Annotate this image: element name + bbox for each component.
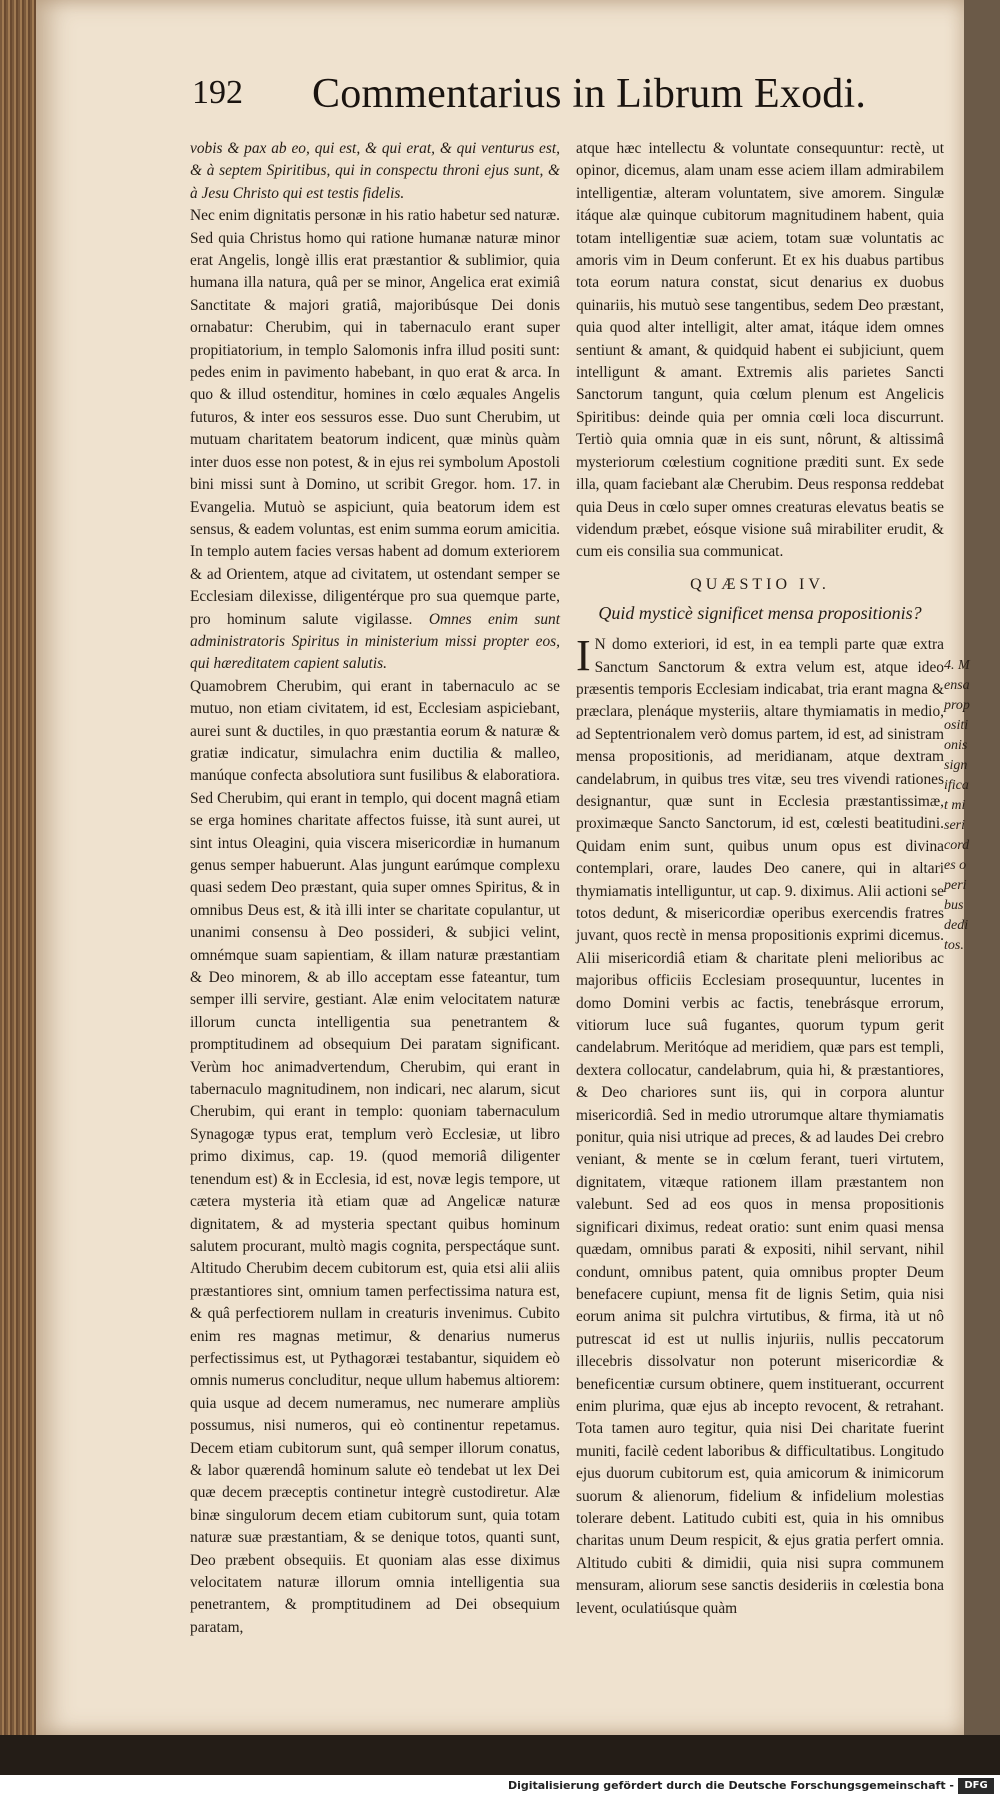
footer-bar xyxy=(0,1775,1000,1799)
paragraph-text: N domo exteriori, id est, in ea templi parte quæ extra Sanctum Sanctorum & extra velum est, atque ideo præsentis temporis Ecclesiam indicabat, tria erant magna & præclara, plenáque mysteriis, altare thymiamatis in medio, ad Septentrionalem verò domus partem, id est, ad sinistram mensa propositionis, ad meridianam, atque dextram candelabrum, in quibus tres vitæ, seu tres vivendi rationes designantur, quæ sunt in Ecclesia præstantissimæ, proximæque Sancto Sanctorum, id est, cœlesti beatitudini. Quidam enim sunt, quibus unum opus est divina contemplari, orare, laudes Deo canere, qui in altari thymiamatis intelliguntur, ut cap. 9. diximus. Alii actioni se totos dedunt, & misericordiæ operibus exercendis fratres juvant, quos rectè in mensa propositionis exprimi dicemus. Alii misericordiâ etiam & charitate pleni melioribus ac majoribus officiis Ecclesiam prosequuntur, lucentes in domo Domini verbis ac factis, tenebrásque errorum, vitiorum luce suâ fugantes, quorum typum gerit candelabrum. Meritóque ad meridiem, quæ pars est templi, dextera collocatur, candelabrum, quia hi, & præstantiores, & Deo chariores sunt iis, qui in corpora aluntur misericordiâ. Sed in medio utrorumque altare thymiamatis ponitur, quia nisi utrique ad preces, & ad laudes Dei crebro veniant, & mente se in cœlum ferant, tueri virtutem, dignitatem, vitæque rationem illam præstantem non valebunt. Sed ad eos quos in mensa propositionis significari diximus, redeat oratio: sunt enim quasi mensa quædam, omnibus parati & expositi, nihil servant, nihil condunt, omnibus patent, quia omnibus propter Deum benefacere cupiunt, mensa fit de lignis Setim, quia nisi eorum anima sit pulchra virtutibus, & firma, ità ut nô putrescat id est ut nullis injuriis, nullis peccatorum illecebris dissolvatur non poterunt misericordiæ & beneficentiæ cursum obtinere, quem instituerant, occurrent enim plurima, quæ ejus ab incepto revocent, & retrahant. Tota tamen auro tegitur, quia nisi Dei charitate fuerint muniti, facilè cedent laboribus & difficultatibus. Longitudo ejus duorum cubitorum est, quia amicorum & inimicorum suorum & alienorum, fidelium & infidelium molestias tolerare debent. Latitudo cubiti est, quia in his omnibus charitas unum Deum respicit, & ejus gratia perfert omnia. Altitudo cubiti & dimidii, quia nisi supra communem mensuram, aliorum sese sanctis desideriis in cœlestia bona levent, oculatiúsque quàm xyxy=(576,636,944,1617)
paragraph xyxy=(190,205,560,676)
drop-cap: I xyxy=(576,631,591,681)
text-column-left xyxy=(190,138,560,1639)
dfg-logo: DFG xyxy=(958,1778,994,1794)
section-title: Quid mysticè significet mensa propositionis? xyxy=(598,603,922,624)
marginal-note: 4. Mensa propositionis significat misericordes operibus deditos. xyxy=(944,658,970,953)
paragraph xyxy=(576,631,944,1620)
footer-credit: Digitalisierung gefördert durch die Deutsche Forschungsgemeinschaft - xyxy=(507,1779,954,1792)
running-title: Commentarius in Librum Exodi. xyxy=(312,71,867,117)
page-number: 192 xyxy=(192,74,243,111)
paragraph: atque hæc intellectu & voluntate consequuntur: rectè, ut opinor, dicemus, alam unam esse aciem illam admirabilem intelligentiæ, alteram voluntatem, sive amorem. Singulæ itáque alæ quinque cubitorum magnitudinem habent, quia totam intelligentiæ suæ aciem, totam suæ voluntatis ac amoris vim in Deum conferunt. Et ex his duabus partibus tota eorum natura constat, sicut denarius ex duobus quinariis, his mutuò sese tangentibus, sedem Deo præstant, quia quod alter intelligit, alter amat, itáque idem omnes sentiunt & amant, & quidquid habent ei subjiciunt, quem intelligunt & amant. Extremis alis parietes Sancti Sanctorum tangunt, quia cœlum plenum est Angelicis Spiritibus: deinde quia per omnia cœli loca discurrunt. Tertiò quia omnia quæ in eis sunt, nôrunt, & altissimâ mysteriorum cœlestium cognitione præditi sunt. Ex sede illa, quam faciebant alæ Cherubim. Deus responsa reddebat quia Deus in cœlo super omnes creaturas elevatus beatis se videndum præbet, eósque visione suâ mirabiliter erudit, & cum eis consilia sua communicat. xyxy=(576,140,944,561)
paragraph: vobis & pax ab eo, qui est, & qui erat, & qui venturus est, & à septem Spiritibus, qui in conspectu throni ejus sunt, & à Jesu Christo qui est testis fidelis. xyxy=(190,140,560,202)
paragraph-text: Nec enim dignitatis personæ in his ratio habetur sed naturæ. Sed quia Christus homo qui ratione humanæ naturæ minor erat Angelis, longè illis erat præstantior & sublimior, quia humana illa natura, quâ per se minor, Angelica erat eximiâ Sanctitate & majori gratiâ, majoribúsque Dei donis ornabatur: Cherubim, qui in tabernaculo erant super propitiatorium, in templo Salomonis infra illud positi sunt: pedes enim in pavimento habebant, in quo erat & arca. In quo & illud ostenditur, homines in cœlo æquales Angelis futuros, & inter eos sessuros esse. Duo sunt Cherubim, ut mutuam charitatem beatorum indicent, quæ minùs quàm inter duos esse non potest, & in ejus rei symbolum Apostoli bini missi sunt à Domino, ut scribit Gregor. hom. 17. in Evangelia. Mutuò se aspiciunt, quia beatorum idem est sensus, & eadem voluntas, est enim summa eorum amicitia. In templo autem facies versas habent ad domum exteriorem & ad Orientem, atque ad civitatem, ut ostendant semper se Ecclesiam dilexisse, diligentérque pro sua quemque parte, pro hominum salute vigilasse. xyxy=(190,207,560,628)
scan-bottom-band xyxy=(0,1735,1000,1775)
paragraph: Quamobrem Cherubim, qui erant in tabernaculo ac se mutuo, non etiam civitatem, id est, Ecclesiam aspiciebant, aurei sunt & ductiles, in quo præstantia eorum & naturæ & gratiæ indicatur, simulachra enim ductilia & malleo, manúque confecta absolutiora sunt fusilibus & elaboratiora. Sed Cherubim, qui erant in templo, qui docent magnâ etiam se erga homines charitate affectos fuisse, ità sunt aurei, ut sint intus Oleagini, quia viscera misericordiæ in humanum genus semper habuerunt. Alas jungunt earúmque complexu quasi sedem Deo præstant, quia super omnes Spiritus, & in omnibus Deus est, & ità illi inter se charitate copulantur, ut unanimi consensu à Deo possideri, & subjici velint, omnémque suam sapientiam, & illam naturæ præstantiam & Deo minorem, & ab illo acceptam esse fateantur, tum semper illi servire, gestiant. Alæ enim velocitatem naturæ illorum cuncta intelligentia sua penetrantem & promptitudinem ad obsequium Dei paratam significant. Verùm hoc animadvertendum, Cherubim, qui erant in tabernaculo magnitudinem, non indicari, nec alarum, sicut Cherubim, qui erant in templo: quoniam tabernaculum Synagogæ typus erat, templum verò Ecclesiæ, ut libro primo diximus, cap. 19. (quod memoriâ diligenter tenendum est) & in Ecclesia, id est, novæ legis tempore, ut cætera mysteria ità etiam quæ ad Angelicæ naturæ dignitatem, & ad mysteria spectant quibus hominum salutem procurant, multò magis cognita, perspectáque sunt. Altitudo Cherubim decem cubitorum est, quia etsi alii aliis præstantiores sint, omnium tamen perfectissima natura est, & quâ perfectiorem nullam in creaturis invenimus. Cubito enim res magnas metimur, & denarius numerus perfectissimus est, ut Pythagoræi testabantur, siquidem eò omnis numerus concluditur, neque ullum habemus altiorem: quia usque ad decem numeramus, nec numerare ampliùs possumus, nisi numeros, qui eò continentur repetamus. Decem etiam cubitorum sunt, quâ semper illorum conatus, & labor quærendâ hominum salute eò tendebat ut lex Dei quæ decem præceptis continetur integrè custodiretur. Alæ binæ singulorum decem etiam cubitorum sunt, quia totam naturæ suæ præstantiam, & se denique totos, quanti sunt, Deo præbent obsequiis. Et quoniam alas esse diximus velocitatem naturæ illorum omnia intelligentia sua penetrantem, & promptitudinem ad Dei obsequium paratam, xyxy=(190,677,560,1636)
section-heading: QUÆSTIO IV. xyxy=(690,575,830,593)
italic-quote: Omnes enim sunt administratoris Spiritus in ministerium missi propter eos, qui hæreditatem capient salutis. xyxy=(190,610,561,673)
text-column-right xyxy=(576,138,944,1620)
